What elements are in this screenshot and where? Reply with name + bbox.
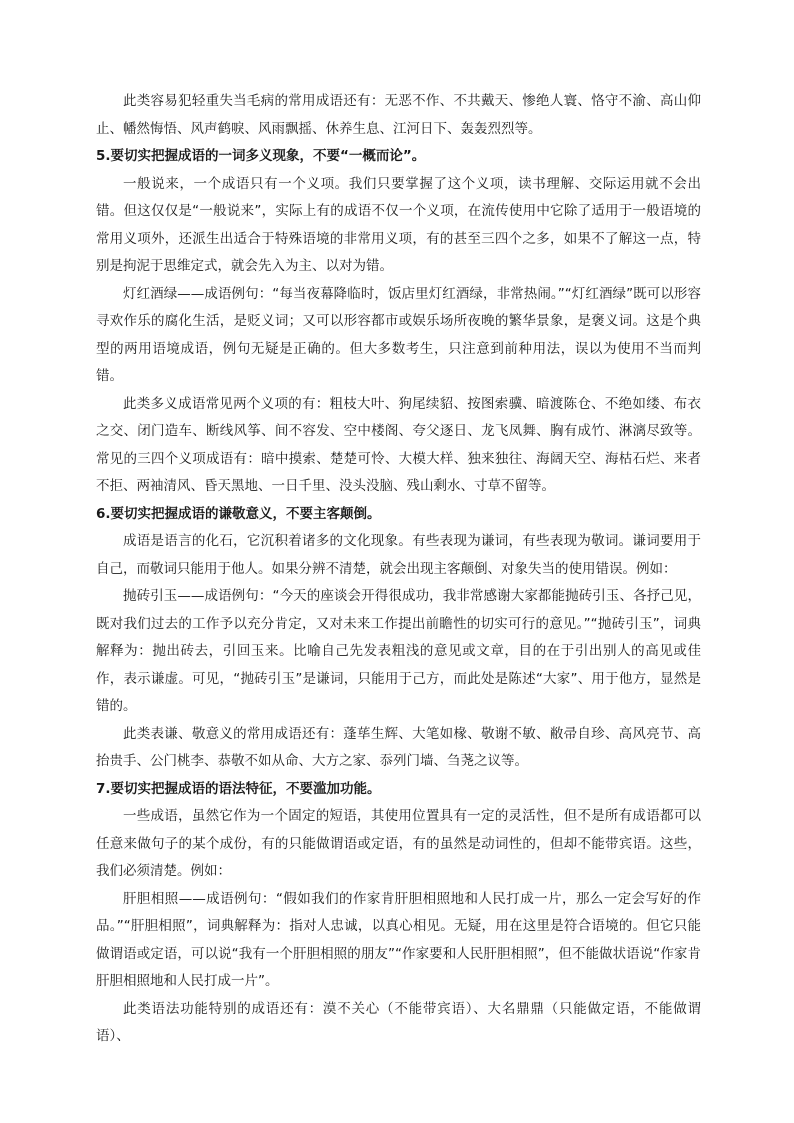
paragraph: 抛砖引玉——成语例句：“今天的座谈会开得很成功，我非常感谢大家都能抛砖引玉、各抒己见，既对我们过去的工作予以充分肯定，又对未来工作提出前瞻性的切实可行的意见。”“抛砖引玉”，词典解释为：抛出砖去，引回玉来。比喻自己先发表粗浅的意见或文章，目的在于引出别人的高见或佳作，表示谦虚。可见，“抛砖引玉”是谦词，只能用于己方，而此处是陈述“大家”、用于他方，显然是错的。 xyxy=(96,588,701,714)
paragraph: 一般说来，一个成语只有一个义项。我们只要掌握了这个义项，读书理解、交际运用就不会出错。但这仅仅是“一般说来”，实际上有的成语不仅一个义项，在流传使用中它除了适用于一般语境的常用义项外，还派生出适合于特殊语境的非常用义项，有的甚至三四个之多，如果不了解这一点，特别是拘泥于思维定式，就会先入为主、以对为错。 xyxy=(96,175,701,274)
section-heading: 6.要切实把握成语的谦敬意义，不要主客颠倒。 xyxy=(96,505,381,522)
document-body xyxy=(96,88,701,1051)
section-heading: 7.要切实把握成语的语法特征，不要滥加功能。 xyxy=(96,780,381,797)
paragraph: 此类容易犯轻重失当毛病的常用成语还有：无恶不作、不共戴天、惨绝人寰、恪守不渝、高山仰止、幡然悔悟、风声鹤唳、风雨飘摇、休养生息、江河日下、轰轰烈烈等。 xyxy=(96,93,701,137)
paragraph: 一些成语，虽然它作为一个固定的短语，其使用位置具有一定的灵活性，但不是所有成语都可以任意来做句子的某个成份，有的只能做谓语或定语，有的虽然是动词性的，但却不能带宾语。这些，我们必须清楚。例如： xyxy=(96,808,701,879)
paragraph: 此类语法功能特别的成语还有：漠不关心（不能带宾语）、大名鼎鼎（只能做定语，不能做谓语）、 xyxy=(96,1000,701,1044)
paragraph: 肝胆相照——成语例句：“假如我们的作家肯肝胆相照地和人民打成一片，那么一定会写好的作品。”“肝胆相照”，词典解释为：指对人忠诚，以真心相见。无疑，用在这里是符合语境的。但它只能做谓语或定语，可以说“我有一个肝胆相照的朋友”“作家要和人民肝胆相照”，但不能做状语说“作家肯肝胆相照地和人民打成一片”。 xyxy=(96,890,701,989)
paragraph: 此类多义成语常见两个义项的有：粗枝大叶、狗尾续貂、按图索骥、暗渡陈仓、不绝如缕、布衣之交、闭门造车、断线风筝、间不容发、空中楼阁、夸父逐日、龙飞凤舞、胸有成竹、淋漓尽致等。常见的三四个义项成语有：暗中摸索、楚楚可怜、大模大样、独来独往、海阔天空、海枯石烂、来者不拒、两袖清风、昏天黑地、一日千里、没头没脑、残山剩水、寸草不留等。 xyxy=(96,395,701,494)
paragraph: 此类表谦、敬意义的常用成语还有：蓬荜生辉、大笔如椽、敬谢不敏、敝帚自珍、高风亮节、高抬贵手、公门桃李、恭敬不如从命、大方之家、忝列门墙、刍荛之议等。 xyxy=(96,725,701,769)
paragraph: 成语是语言的化石，它沉积着诸多的文化现象。有些表现为谦词，有些表现为敬词。谦词要用于自己，而敬词只能用于他人。如果分辨不清楚，就会出现主客颠倒、对象失当的使用错误。例如： xyxy=(96,533,701,577)
section-heading: 5.要切实把握成语的一词多义现象，不要“一概而论”。 xyxy=(96,148,426,164)
paragraph: 灯红酒绿——成语例句：“每当夜幕降临时，饭店里灯红酒绿，非常热闹。”“灯红酒绿”既可以形容寻欢作乐的腐化生活，是贬义词；又可以形容都市或娱乐场所夜晚的繁华景象，是褒义词。这是个典型的两用语境成语，例句无疑是正确的。但大多数考生，只注意到前种用法，误以为使用不当而判错。 xyxy=(96,285,701,384)
